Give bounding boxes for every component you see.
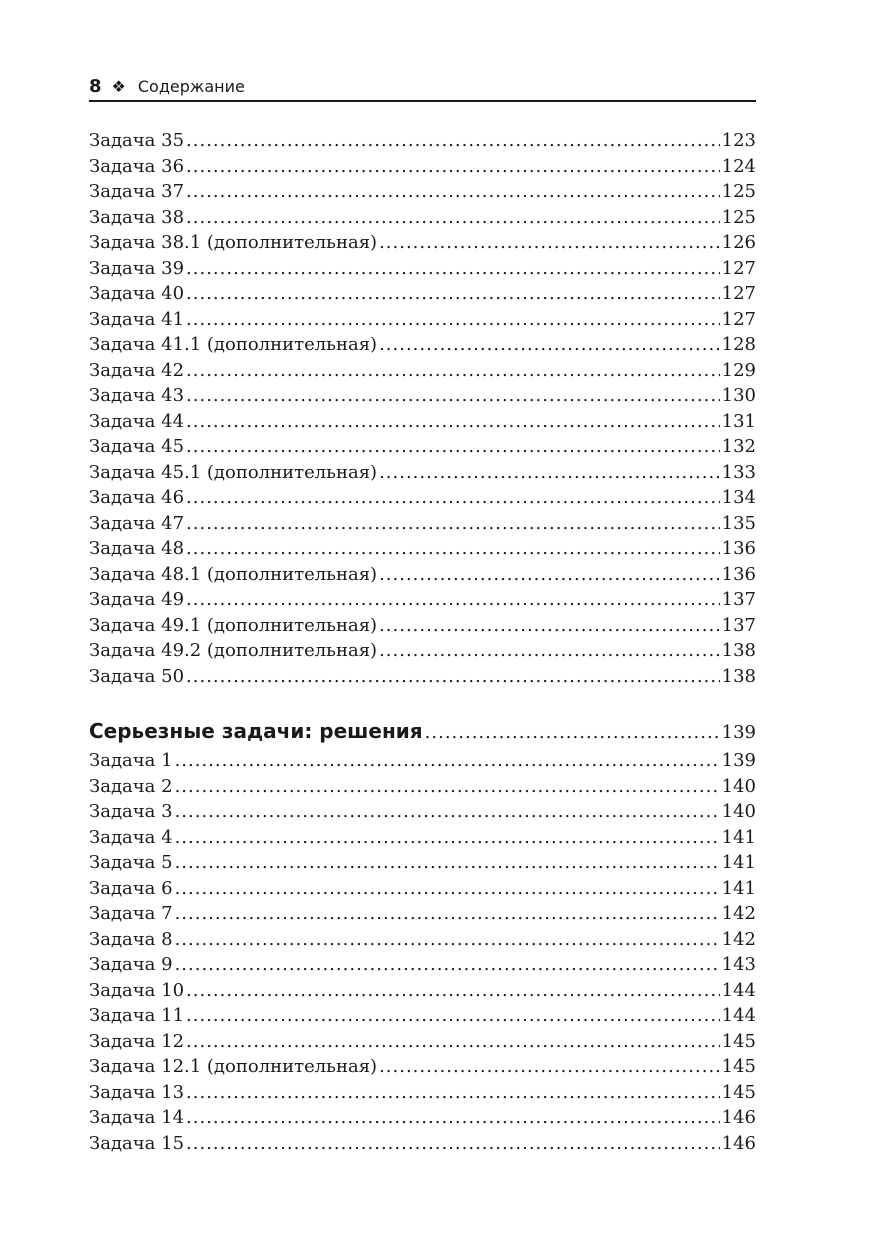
toc-entry-page-number: 128 (721, 334, 756, 355)
toc-entry[interactable] (89, 460, 756, 486)
toc-entry-title: Задача 43 (89, 385, 185, 406)
toc-entry-title: Задача 9 (89, 954, 173, 975)
toc-group-2 (89, 748, 756, 1156)
toc-entry-page-number: 127 (721, 283, 756, 304)
toc-entry-page-number: 144 (721, 1005, 756, 1026)
toc-entry-page-number: 142 (721, 928, 756, 950)
toc-entry[interactable] (89, 358, 756, 384)
leader-dots (186, 1029, 720, 1055)
toc-entry[interactable] (89, 927, 756, 953)
toc-entry-page-number: 129 (721, 359, 756, 381)
toc-entry[interactable] (89, 485, 756, 511)
toc-entry-page-number: 125 (721, 181, 756, 202)
leader-dots (186, 154, 720, 180)
toc-entry[interactable] (89, 230, 756, 256)
toc-entry-title: Задача 1 (89, 750, 173, 771)
toc-entry-page-number: 146 (721, 1107, 756, 1128)
toc-section-heading[interactable] (89, 714, 756, 748)
toc-entry-page-number: 123 (721, 130, 756, 151)
leader-dots (186, 205, 720, 231)
toc-entry-page-number: 140 (721, 775, 756, 797)
toc-entry[interactable] (89, 1080, 756, 1106)
leader-dots (186, 587, 720, 613)
toc-entry-page-number: 141 (721, 852, 756, 873)
leader-dots (186, 358, 720, 384)
toc-entry-title: Задача 47 (89, 512, 185, 534)
toc-entry-title: Задача 45.1 (дополнительная) (89, 461, 378, 483)
toc-entry[interactable] (89, 128, 756, 154)
ornament-icon: ❖ (111, 76, 126, 96)
toc-entry[interactable] (89, 332, 756, 358)
toc-entry-page-number: 136 (721, 538, 756, 559)
toc-entry-title: Задача 49.2 (дополнительная) (89, 640, 378, 661)
toc-entry-title: Задача 8 (89, 928, 173, 950)
toc-entry[interactable] (89, 154, 756, 180)
toc-entry-page-number: 141 (721, 877, 756, 899)
toc-entry-title: Задача 15 (89, 1132, 185, 1154)
leader-dots (186, 383, 720, 409)
toc-entry-title: Задача 10 (89, 979, 185, 1001)
leader-dots (175, 799, 720, 825)
toc-entry-title: Задача 2 (89, 775, 173, 797)
toc-entry-title: Задача 7 (89, 903, 173, 924)
leader-dots (379, 638, 720, 664)
section-page-number: 139 (721, 722, 756, 743)
toc-entry[interactable] (89, 613, 756, 639)
toc-entry-page-number: 124 (721, 155, 756, 177)
toc-entry[interactable] (89, 1105, 756, 1131)
toc-entry-page-number: 134 (721, 487, 756, 508)
toc-entry-page-number: 143 (721, 954, 756, 975)
toc-entry[interactable] (89, 179, 756, 205)
leader-dots (186, 978, 720, 1004)
leader-dots (186, 256, 720, 282)
leader-dots (186, 1131, 720, 1157)
toc-entry[interactable] (89, 205, 756, 231)
toc-entry[interactable] (89, 978, 756, 1004)
toc-entry-title: Задача 11 (89, 1005, 185, 1026)
leader-dots (175, 876, 720, 902)
toc-entry[interactable] (89, 562, 756, 588)
toc-entry-title: Задача 49 (89, 589, 185, 610)
toc-entry-title: Задача 50 (89, 665, 185, 687)
leader-dots (186, 1080, 720, 1106)
toc-entry[interactable] (89, 1131, 756, 1157)
toc-entry[interactable] (89, 1003, 756, 1029)
toc-entry[interactable] (89, 281, 756, 307)
toc-entry[interactable] (89, 799, 756, 825)
toc-entry-page-number: 141 (721, 826, 756, 848)
leader-dots (175, 901, 720, 927)
leader-dots (379, 460, 720, 486)
toc-entry-page-number: 135 (721, 512, 756, 534)
toc-entry-page-number: 145 (721, 1030, 756, 1052)
toc-entry-page-number: 144 (721, 979, 756, 1001)
leader-dots (175, 748, 720, 774)
section-title: Серьезные задачи: решения (89, 719, 423, 743)
leader-dots (425, 716, 720, 750)
toc-entry-title: Задача 4 (89, 826, 173, 848)
leader-dots (379, 332, 720, 358)
toc-entry[interactable] (89, 774, 756, 800)
toc-entry-title: Задача 6 (89, 877, 173, 899)
leader-dots (379, 562, 720, 588)
toc-entry[interactable] (89, 1054, 756, 1080)
toc-entry-page-number: 136 (721, 563, 756, 585)
toc-entry-page-number: 125 (721, 206, 756, 228)
leader-dots (379, 1054, 720, 1080)
toc-entry-title: Задача 45 (89, 436, 185, 457)
leader-dots (186, 179, 720, 205)
toc-entry-title: Задача 35 (89, 130, 185, 151)
toc-entry[interactable] (89, 256, 756, 282)
leader-dots (175, 952, 720, 978)
leader-dots (186, 281, 720, 307)
table-of-contents (89, 128, 756, 1156)
leader-dots (175, 927, 720, 953)
toc-entry-title: Задача 14 (89, 1107, 185, 1128)
leader-dots (175, 825, 720, 851)
leader-dots (186, 1105, 720, 1131)
toc-entry[interactable] (89, 748, 756, 774)
leader-dots (379, 613, 720, 639)
toc-entry-page-number: 145 (721, 1081, 756, 1103)
toc-entry-page-number: 126 (721, 232, 756, 253)
toc-entry-title: Задача 48.1 (дополнительная) (89, 563, 378, 585)
leader-dots (175, 850, 720, 876)
leader-dots (379, 230, 720, 256)
toc-entry-page-number: 140 (721, 801, 756, 822)
toc-entry-title: Задача 37 (89, 181, 185, 202)
toc-entry[interactable] (89, 638, 756, 664)
toc-entry-title: Задача 13 (89, 1081, 185, 1103)
page-number: 8 (89, 75, 102, 97)
toc-entry-title: Задача 36 (89, 155, 185, 177)
toc-entry-title: Задача 12.1 (дополнительная) (89, 1056, 378, 1077)
toc-entry-title: Задача 48 (89, 538, 185, 559)
section-gap (89, 689, 756, 714)
toc-entry[interactable] (89, 825, 756, 851)
toc-entry[interactable] (89, 536, 756, 562)
toc-entry-title: Задача 38.1 (дополнительная) (89, 232, 378, 253)
toc-entry-page-number: 127 (721, 308, 756, 330)
leader-dots (186, 664, 720, 690)
toc-entry[interactable] (89, 1029, 756, 1055)
toc-group-1 (89, 128, 756, 689)
leader-dots (186, 409, 720, 435)
leader-dots (175, 774, 720, 800)
leader-dots (186, 434, 720, 460)
toc-entry[interactable] (89, 511, 756, 537)
running-title: Содержание (137, 76, 245, 96)
toc-entry-title: Задача 49.1 (дополнительная) (89, 614, 378, 636)
toc-entry-title: Задача 38 (89, 206, 185, 228)
toc-entry-page-number: 137 (721, 614, 756, 636)
toc-entry-title: Задача 3 (89, 801, 173, 822)
toc-entry[interactable] (89, 383, 756, 409)
toc-entry-title: Задача 42 (89, 359, 185, 381)
toc-entry-page-number: 137 (721, 589, 756, 610)
toc-entry-title: Задача 39 (89, 257, 185, 279)
toc-entry-page-number: 131 (721, 410, 756, 432)
leader-dots (186, 128, 720, 154)
toc-entry[interactable] (89, 664, 756, 690)
toc-entry-title: Задача 5 (89, 852, 173, 873)
toc-entry[interactable] (89, 434, 756, 460)
leader-dots (186, 485, 720, 511)
leader-dots (186, 511, 720, 537)
toc-entry[interactable] (89, 952, 756, 978)
toc-entry-page-number: 138 (721, 640, 756, 661)
toc-entry-page-number: 146 (721, 1132, 756, 1154)
leader-dots (186, 1003, 720, 1029)
toc-entry-page-number: 145 (721, 1056, 756, 1077)
toc-entry-page-number: 130 (721, 385, 756, 406)
toc-entry-page-number: 142 (721, 903, 756, 924)
toc-entry-title: Задача 46 (89, 487, 185, 508)
running-header (89, 72, 756, 102)
toc-entry-title: Задача 41 (89, 308, 185, 330)
toc-entry-title: Задача 44 (89, 410, 185, 432)
toc-entry-page-number: 133 (721, 461, 756, 483)
toc-entry-title: Задача 41.1 (дополнительная) (89, 334, 378, 355)
toc-entry[interactable] (89, 876, 756, 902)
leader-dots (186, 307, 720, 333)
toc-entry-page-number: 139 (721, 750, 756, 771)
toc-entry-page-number: 138 (721, 665, 756, 687)
toc-entry-title: Задача 12 (89, 1030, 185, 1052)
toc-entry-page-number: 127 (721, 257, 756, 279)
toc-entry[interactable] (89, 587, 756, 613)
toc-entry-page-number: 132 (721, 436, 756, 457)
toc-entry[interactable] (89, 307, 756, 333)
toc-entry[interactable] (89, 409, 756, 435)
toc-entry[interactable] (89, 901, 756, 927)
toc-entry[interactable] (89, 850, 756, 876)
leader-dots (186, 536, 720, 562)
toc-entry-title: Задача 40 (89, 283, 185, 304)
